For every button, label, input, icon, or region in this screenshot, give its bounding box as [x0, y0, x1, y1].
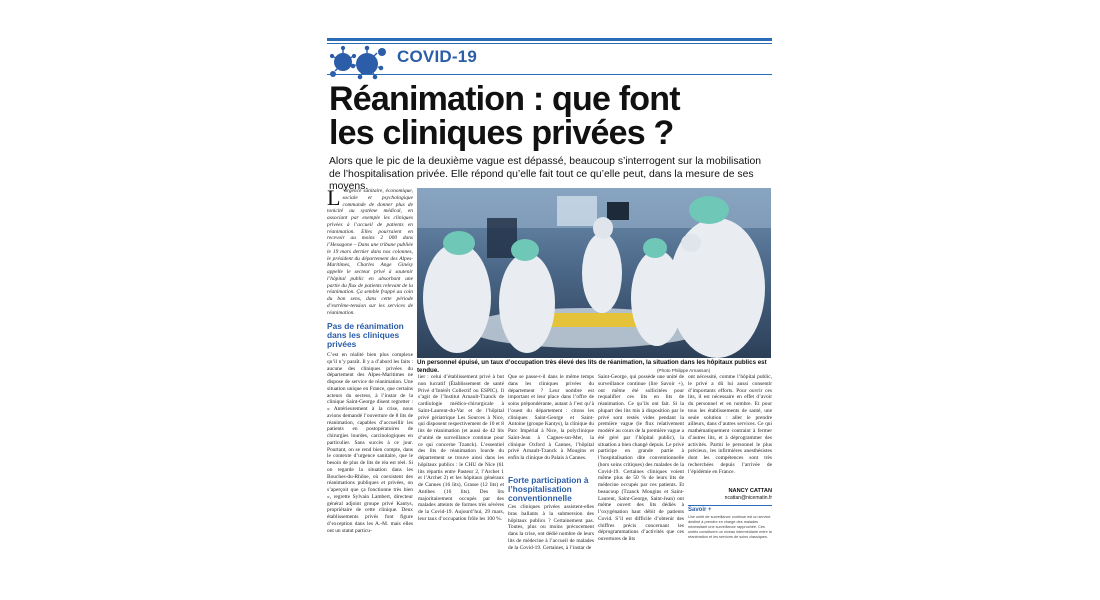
savoir-text: Une unité de surveillance continue est un service destiné à prendre en charge des malades nécessitant une surveillance rapprochée. Ces unités constituent un niveau intermédiaire entre la réanimation et les services de soins classiques. [688, 515, 772, 539]
savoir-title: Savoir + [688, 507, 712, 513]
icu-scene-image [417, 188, 771, 358]
section-tag: COVID-19 [397, 47, 478, 66]
lede-text: ’urgence sanitaire, économique, sociale et psychologique commande de donner plus de tonicité au système médical, en associant par exemple les cliniques privées à l’accueil de patients en réanimation. Elles pourraient en recevoir au moins 2 000 dans l’Hexagone – Dans une tribune publiée le 19 mars dernier dans nos colonnes, le président du département des Alpes-Maritimes, Charles Ange Ginésy appelle le secteur privé à soutenir l’hôpital public en absorbant une partie du flux de patients relevant de la réanimation. Ça semble frappé au coin du bon sens, dans cette période d’extrême-tension sur les services de réanimation. [327, 188, 413, 316]
section-rule [327, 74, 772, 75]
savoir-rule [688, 505, 772, 506]
author-email[interactable]: ncattan@nicematin.fr [724, 495, 772, 501]
author-block [688, 488, 772, 502]
standfirst: Alors que le pic de la deuxième vague est dépassé, beaucoup s’interrogent sur la mobilisation de l’hospitalisation privée. Elle répond qu’elle fait tout ce qu’elle peut, dans la mesure de ses moyens. [329, 156, 762, 193]
author-name: NANCY CATTAN [728, 488, 772, 494]
body-column-3b: Ces cliniques privées assistent-elles bras ballants à la submersion des hôpitaux publics ? Certainement pas. Toutes, plus ou moins précocement dans la crise, ont dédié nombre de leurs lits de médecine à l’accueil de malades de la Covid-19. Certaines, à l’instar de [508, 504, 594, 551]
photo-credit: (Photo Philippe Arnassan) [657, 368, 711, 373]
body-column-1: C’est en réalité bien plus complexe qu’il n’y paraît. Il y a d’abord les faits : aucune des cliniques privées du département des Alpes-Maritimes ne dispose de service de réanimation. Une situation unique en France, que certains acteurs du secteur, à l’instar de la clinique Saint-George disent regretter : « Antérieurement à la crise, nous avions demandé l’ouverture de 8 lits de réanimation, capables d’accueillir les patients en postopératoires de chirurgies lourdes, carcinologiques en particulier. Sans succès à ce jour. Pourtant, on se rend bien compte, dans le contexte d’urgence sanitaire, que le besoin de plus de lits de réa est réel. Si on regarde la situation dans les Bouches-du-Rhône, où coexistent des réanimations publiques et privées, on s’aperçoit que ça fonctionne très bien », regrette Sylvain Lambert, directeur général adjoint groupe privé Kantys, propriétaire de cette clinique. Deux établissements privés font figure d’exception dans les A.-M. mais elles ont un statut particu- [327, 352, 413, 534]
subhead-no-icu: Pas de réanimation dans les cliniques privées [327, 321, 404, 349]
headline [329, 82, 769, 150]
body-column-3: Que se passe-t-il dans le même temps dans les cliniques privées du département ? Leur nombre est important et leur place dans l’offre de soins prépondérante, autant à l’est qu’à l’ouest du département : citons les cliniques Saint-George et Saint-Antoine (groupe Kantys), la clinique du Parc Impérial à Nice, la polyclinique Saint-Jean à Cagnes-sur-Mer, la clinique Oxford à Cannes, l’hôpital privé Arnault-Tzanck à Mougins et enfin la clinique du Palais à Cannes. [508, 374, 594, 461]
body-column-4: Saint-George, qui possède une unité de surveillance continue (lire Savoir +), ont même été sollicitées pour requalifier ces lits en lits de réanimation. Ce qu’ils ont fait. Si la plupart des lits mis à disposition par le privé sont restés vides pendant la première vague (le flux relativement modéré au cours de la première vague a été géré par l’hôpital public), la situation a bien changé depuis. Le privé participe en grande partie à l’hospitalisation dite conventionnelle (hors soins critiques) des malades de la Covid-19. Certaines cliniques voient même plus de 50 % de leurs lits de médecine occupés par ces patients. Et beaucoup (Tzanck Mougins et Saint-Laurent, Saint-George, Saint-Jean) ont même ouvert des lits dédiés à l’oxygénation haut débit de patients Covid. S’il est difficile d’obtenir des chiffres précis concernant les déprogrammations d’activités que ces ouvertures de lits [598, 374, 684, 542]
body-column-5: ont nécessité, comme l’hôpital public, le privé a dû lui aussi consentir d’importants efforts. Pour ouvrir ces lits, il est nécessaire en effet d’avoir du personnel et en nombre. Et pour tous les établissements de santé, une seule solution : aller le prendre ailleurs, dans d’autres services. Ce qui mathématiquement contraint à fermer d’autres lits, et à déprogrammer des activités. Parmi le personnel le plus précieux, les infirmières anesthésistes dont les compétences sont très recherchées depuis l’arrivée de l’épidémie en France. [688, 374, 772, 475]
headline-line-2: les cliniques privées ? [329, 114, 674, 152]
drop-cap: L [327, 188, 341, 210]
headline-line-1: Réanimation : que font [329, 80, 680, 118]
icu-photo [417, 188, 771, 358]
lede-paragraph [327, 188, 413, 316]
photo-caption: Un personnel épuisé, un taux d’occupation très élevé des lits de réanimation, la situation dans les hôpitaux publics est tendue. [417, 359, 767, 374]
top-rule [327, 38, 772, 41]
top-rule-thin [327, 43, 772, 44]
subhead-participation: Forte participation à l’hospitalisation conventionnelle [508, 475, 589, 503]
body-column-2: lier : celui d’établissement privé à but non lucratif (Établissement de santé Privé d’Intérêt Collectif ou ESPIC). Il s’agit de l’Institut Arnault-Tzanck de cardiologie médico-chirurgicale à Saint-Laurent-du-Var et de l’hôpital privé gériatrique Les Sources à Nice, qui disposent respectivement de 10 et 8 lits de réanimation (et aussi de 42 lits d’unité de surveillance continue pour ce qui concerne Tzanck). L’essentiel des lits de réanimation lourde du département se trouve ainsi dans les hôpitaux publics : le CHU de Nice (61 lits répartis entre Pasteur 2, l’Archet 1 et l’Archet 2) et les hôpitaux généraux de Cannes (16 lits), Grasse (12 lits) et Antibes (16 lits). Des lits majoritairement occupés par des malades atteints de formes très sévères de la Covid-19. Aujourd’hui, 29 mars, leur taux d’occupation frôle les 100 %. [418, 374, 504, 522]
newspaper-page [327, 38, 772, 563]
coronavirus-icon [327, 42, 389, 82]
